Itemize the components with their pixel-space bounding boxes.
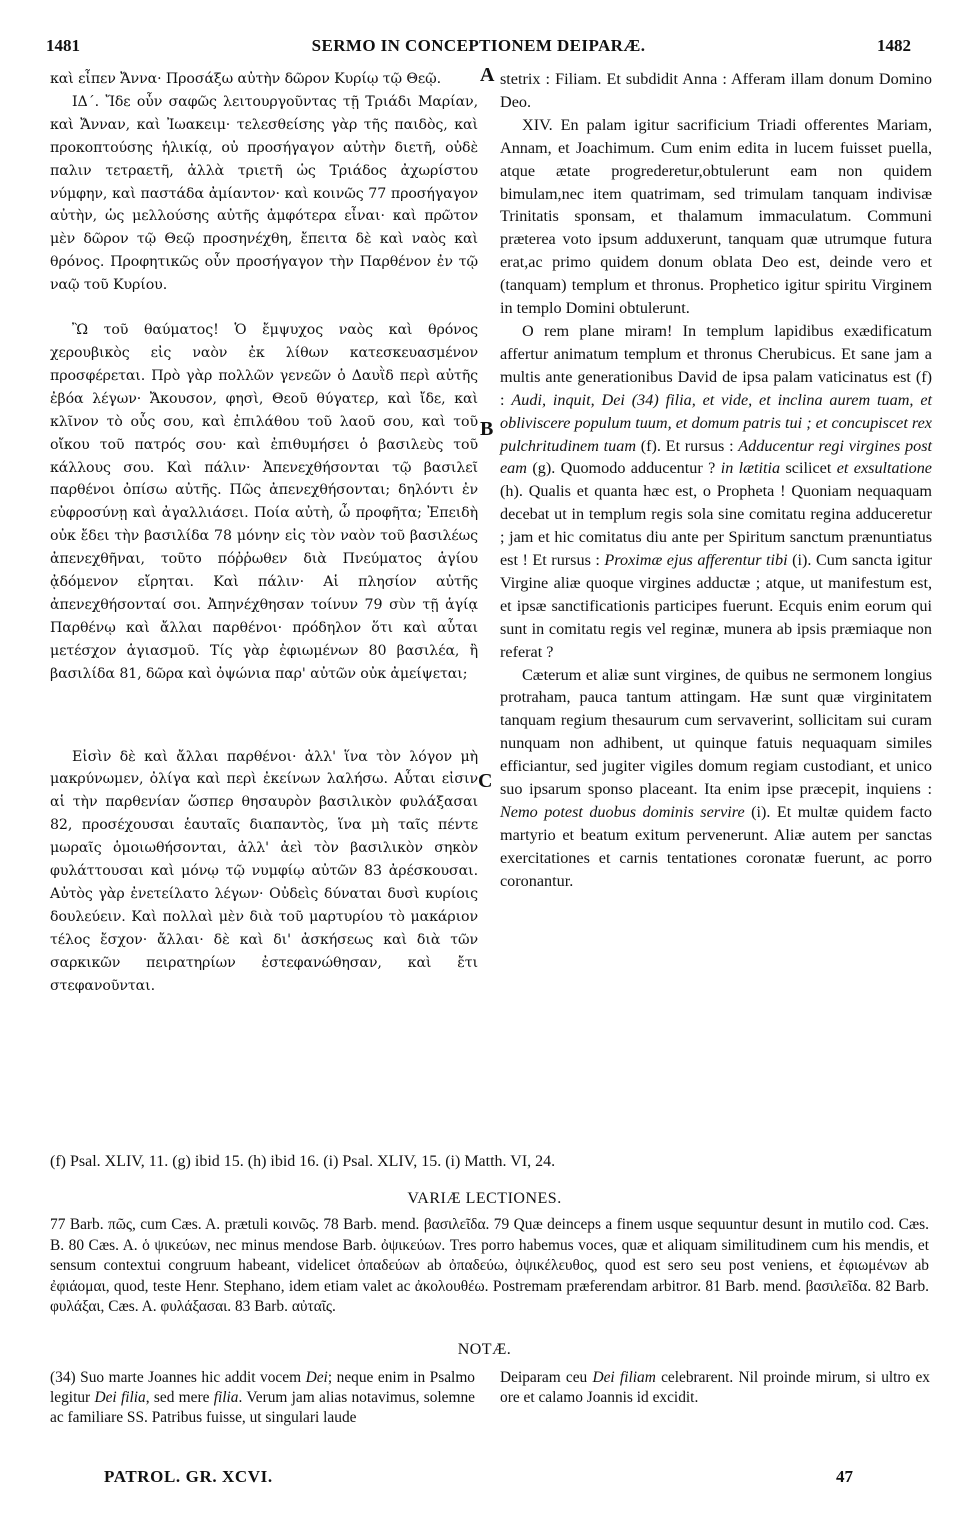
variae-title: VARIÆ LECTIONES. [407, 1190, 562, 1207]
volume-label: PATROL. GR. XCVI. [104, 1467, 273, 1486]
left-page-number: 1481 [46, 36, 80, 55]
latin-paragraph-1: stetrix : Filiam. Et subdidit Anna : Afferam illam donum Domino Deo. [500, 70, 932, 111]
margin-marker-c: C [478, 770, 493, 792]
notae-right-column: Deiparam ceu Dei filiam celebrarent. Nil proinde mirum, si ultro ex ore et calamo Joannis id excidit. [500, 1369, 931, 1406]
variae-lectiones-text: 77 Barb. πῶς, cum Cæs. A. prætuli κοινῶς. 78 Barb. mend. βασιλεῖδα. 79 Quæ deinceps a finem usque sequuntur desunt in mutilo cod. Cæs. B. 80 Cæs. A. ὁ ψικεύων, nec minus mendose Barb. ὀψικεύων. Tres porro habemus voces, quæ et aliquam similitudinem cum his mendis, et sensum contextui congruum habeant, videlicet ὀπαδεύων ab ὀπαδεύω, ὀψικέλευθος, quod est sero seu post veniens, et ἐφιωμένων ab ἐφιάομαι, quod, teste Henr. Stephano, idem etiam valet ac ἀκολουθέω. Postremam præferendam arbitror. 81 Barb. mend. βασιλεῖδα. 82 Barb. φυλάξαι, Cæs. A. φυλάξασαι. 83 Barb. αὐταῖς. [50, 1216, 929, 1315]
margin-marker-b: B [480, 418, 494, 440]
greek-paragraph-2: ΙΔ΄. Ἴδε οὖν σαφῶς λειτουργοῦντας τῇ Τριάδι Μαρίαν, καὶ Ἄνναν, καὶ Ἰωακειμ· τελεσθείσης γὰρ τῆς παιδὸς, καὶ προκοπτούσης ἡλικίᾳ, οὐ προσήγαγον αὐτὴν διετῆ, οὐδὲ παλιν τετραετῆ, ἀλλὰ τριετῆ ὡς Τριάδος ἀχωρίστου νύμφην, καὶ παστάδα ἀμίαντον· καὶ κοινῶς 77 προσήγαγον αὐτὴν, ὡς μελλούσης αὐτῆς ἀμφότερα εἶναι· καὶ πρῶτον μὲν δῶρον τῷ Θεῷ προσηνέχθη, ἔπειτα δὲ καὶ ναὸς καὶ θρόνος. Προφητικῶς οὖν προσήγαγον τὴν Παρθένον ἐν τῷ ναῷ τοῦ Κυρίου. [50, 93, 478, 294]
latin-paragraph-3: O rem plane miram! In templum lapidibus exædificatum affertur animatum templum et thronus Cherubicus. Et sane jam a multis ante generationibus David de ipsa palam vaticinatus est (f) : Audi, inquit, Dei (34) filia, et vide, et inclina aurem tuam, et obliviscere populum tuum, et domum patris tui ; et concupiscet rex pulchritudinem tuam (f). Et rursus : Adducentur regi virgines post eam (g). Quomodo adducentur ? in lætitia scilicet et exsultatione (h). Qualis et quanta hæc est, o Propheta ! Quoniam nequaquam decebat ut in templum regis sola sine comitatu regina adduceretur ; jam et hic comitatus diu ante per Spiritum sanctum prænuntiatus est ! Et rursus : Proximæ ejus afferentur tibi (i). Cum sancta igitur Virgine aliæ quoque virgines adductæ ; atque, ut manifestum est, et ipsæ sanctificationis participes fuerunt. Ecquis enim eorum qui sunt in comitatu regis vel reginæ, munera ab ipsis præmiaque non referat ? [500, 321, 933, 661]
notae-left-column: (34) Suo marte Joannes hic addit vocem Dei; neque enim in Psalmo legitur Dei filia, sed mere filia. Verum jam alias notavimus, solemne ac familiare SS. Patribus fuisse, ut singulari laude [50, 1369, 475, 1426]
latin-paragraph-2: XIV. En palam igitur sacrificium Triadi offerentes Mariam, Annam, et Joachimum. Cum enim edita in lucem fuisset puella, atque ætate progrederetur,obtulerunt eam non quidem bimulam,nec item quatrimam, sed trimulam tanquam indivisæ Trinitatis sponsam, et thalamum immaculatum. Communi præterea voto ipsum adduxerunt, tanquam quæ utrumque futura erat,ac primo quidem donum oblata Deo est, deinde vero et (tanquam) templum et thronus. Prophetico igitur spiritu Virginem in templo Domini obtulerunt. [500, 115, 932, 318]
notae-title: NOTÆ. [457, 1341, 512, 1358]
greek-paragraph-3: Ὢ τοῦ θαύματος! Ὁ ἔμψυχος ναὸς καὶ θρόνος χερουβικὸς εἰς ναὸν ἐκ λίθων κατεσκευασμένον προσφέρεται. Πρὸ γὰρ πολλῶν γενεῶν ὁ Δαυῒδ περὶ αὐτῆς ἐβόα λέγων· Ἄκουσον, φησὶ, Θεοῦ θύγατερ, καὶ ἴδε, καὶ κλῖνον τὸ οὖς σου, καὶ ἐπιλάθου τοῦ λαοῦ σου, καὶ τοῦ οἴκου τοῦ πατρός σου· καὶ ἐπιθυμήσει ὁ βασιλεὺς τοῦ κάλλους σου. Καὶ πάλιν· Ἀπενεχθήσονται τῷ βασιλεῖ παρθένοι ὀπίσω αὐτῆς. Πῶς ἀπενεχθήσονται; δηλόντι ἐν εὐφροσύνῃ καὶ ἀγαλλιάσει. Ποία αὐτὴ, ὦ προφῆτα; Ἐπειδὴ οὐκ ἔδει τὴν βασιλίδα 78 μόνην εἰς τὸν ναὸν τοῦ βασιλέως ἀπενεχθῆναι, τοῦτο πόῤῥωθεν διὰ Πνεύματος ἁγίου ᾀδόμενον εἴρηται. Καὶ πάλιν· Αἱ πλησίον αὐτῆς ἀπενεχθήσονταί σοι. Ἀπηνέχθησαν τοίνυν 79 σὺν τῇ ἁγίᾳ Παρθένῳ καὶ ἄλλαι παρθένοι· πρόδηλον ὅτι καὶ αὗται μετέσχον ἁγιασμοῦ. Τίς γὰρ ἐφιωμένων 80 βασιλέα, ἢ βασιλίδα 81, δῶρα καὶ ὀψώνια παρ' αὐτῶν οὐκ ἀμείψεται; [50, 322, 478, 682]
right-page-number: 1482 [877, 36, 911, 55]
greek-paragraph-1: καὶ εἶπεν Ἄννα· Προσάξω αὐτὴν δῶρον Κυρίῳ τῷ Θεῷ. [50, 71, 442, 87]
scripture-references: (f) Psal. XLIV, 11. (g) ibid 15. (h) ibid 16. (i) Psal. XLIV, 15. (i) Matth. VI, 24. [50, 1153, 556, 1170]
latin-column [500, 68, 932, 893]
signature-number: 47 [836, 1467, 853, 1486]
running-header [46, 36, 911, 58]
margin-marker-a: A [480, 64, 495, 86]
greek-column [50, 68, 478, 998]
running-title: SERMO IN CONCEPTIONEM DEIPARÆ. [311, 36, 646, 55]
latin-paragraph-4: Cæterum et aliæ sunt virgines, de quibus ne sermonem longius protraham, pauca tantum attingam. Hæ sunt quæ virginitatem tanquam regium thesaurum cum servaverint, sollicitam sui curam nunquam non adhibent, ut quinque fatuis nequaquam similes efficiantur, sed jugiter vigiles domum regiam custodiant, et unico suo ipsarum sponso placeant. Ita enim ipse præcepit, inquiens : Nemo potest duobus dominis servire (i). Et multæ quidem facto martyrio et beatum exitum pervenerunt. Aliæ autem per sanctas exercitationes et carnis tentationes coronatæ fuerunt, ac porro coronantur. [500, 665, 932, 890]
greek-paragraph-4: Εἰσὶν δὲ καὶ ἄλλαι παρθένοι· ἀλλ' ἵνα τὸν λόγον μὴ μακρύνωμεν, ὀλίγα καὶ περὶ ἐκείνων λαλήσω. Αὗται εἰσιν αἱ τὴν παρθενίαν ὥσπερ θησαυρὸν βασιλικὸν φυλάξασαι 82, προσέχουσαι ἑαυταῖς διαπαντὸς, ἵνα μὴ ταῖς πέντε μωραῖς ὁμοιωθήσονται, ἀλλ' ἀεὶ τὸν βασιλικὸν σηκὸν φυλάττουσαι καὶ μόνῳ τῷ νυμφίῳ αὐτῶν 83 ἀρέσκουσαι. Αὐτὸς γὰρ ἐνετείλατο λέγων· Οὐδεὶς δύναται δυσὶ κυρίοις δουλεύειν. Καὶ πολλαὶ μὲν διὰ τοῦ μαρτυρίου τὸ μακάριον τέλος ἔσχον· ἄλλαι· δὲ καὶ δι' ἀσκήσεως καὶ διὰ τῶν σαρκικῶν πειρατηρίων ἐστεφανώθησαν, καὶ ἔτι στεφανοῦνται. [50, 748, 478, 994]
